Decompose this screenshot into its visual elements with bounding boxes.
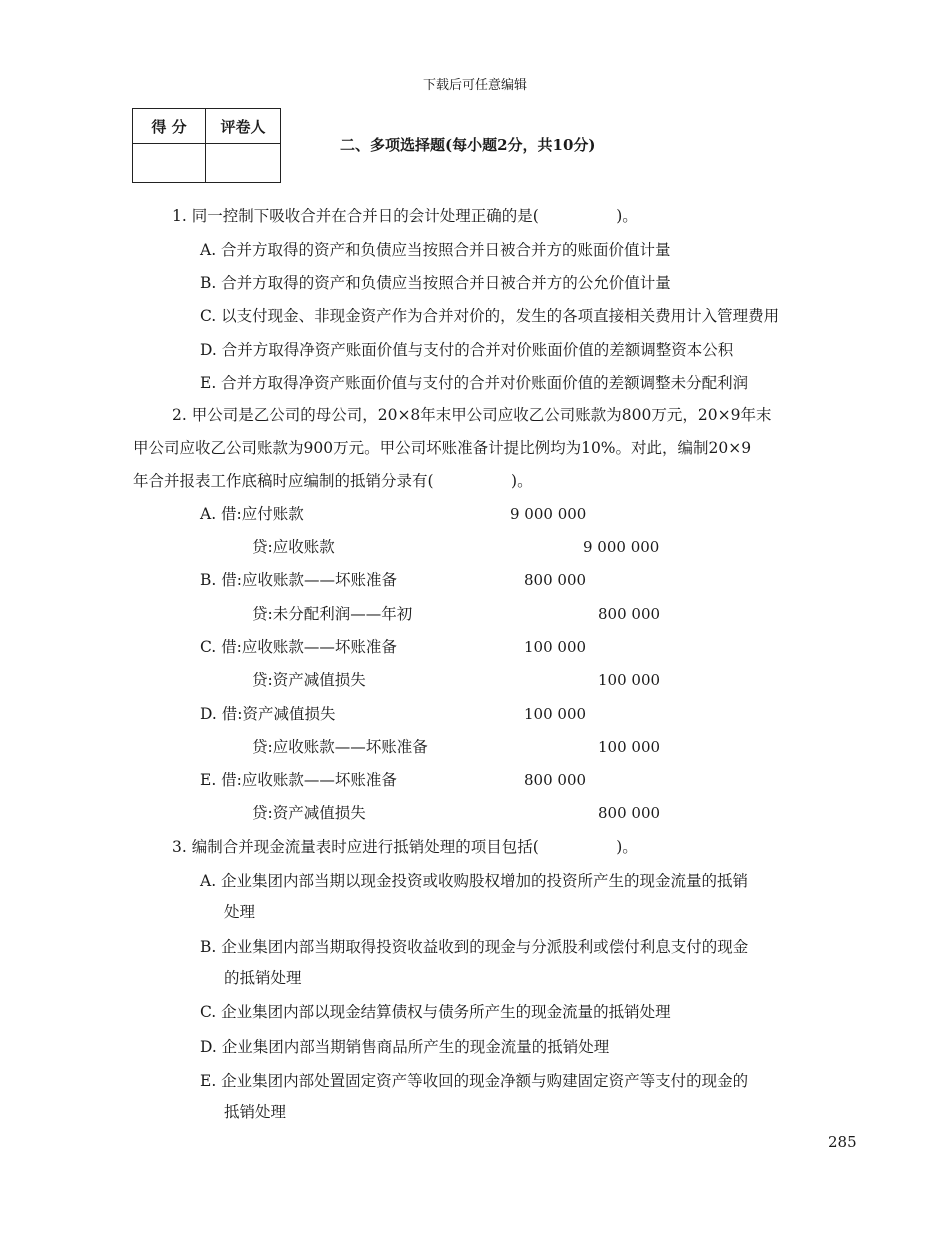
q1-option-a: A. 合并方取得的资产和负债应当按照合并日被合并方的账面价值计量: [200, 241, 671, 259]
q2-entry-c-credit: 贷:资产减值损失: [252, 671, 366, 689]
q2-entry-b-debit: B. 借:应收账款——坏账准备: [200, 571, 397, 589]
q2-entry-c-debit-amount: 100 000: [524, 638, 587, 656]
q2-entry-d-credit-amount: 100 000: [598, 738, 661, 756]
q2-entry-d-credit: 贷:应收账款——坏账准备: [252, 738, 428, 756]
q2-entry-e-credit-amount: 800 000: [598, 804, 661, 822]
q3-option-a-cont: 处理: [224, 903, 256, 921]
q1-option-e: E. 合并方取得净资产账面价值与支付的合并对价账面价值的差额调整未分配利润: [200, 374, 749, 392]
q3-option-e: E. 企业集团内部处置固定资产等收回的现金净额与购建固定资产等支付的现金的: [200, 1072, 749, 1090]
score-cell: [133, 144, 206, 183]
q2-entry-c-debit: C. 借:应收账款——坏账准备: [200, 638, 397, 656]
q2-entry-b-debit-amount: 800 000: [524, 571, 587, 589]
page-number: 285: [828, 1133, 857, 1151]
q2-entry-a-credit-amount: 9 000 000: [583, 538, 660, 556]
q2-entry-c-credit-amount: 100 000: [598, 671, 661, 689]
score-label: 得 分: [133, 109, 206, 144]
q2-entry-a-debit-amount: 9 000 000: [510, 505, 587, 523]
q3-option-c: C. 企业集团内部以现金结算债权与债务所产生的现金流量的抵销处理: [200, 1003, 671, 1021]
q3-option-b: B. 企业集团内部当期取得投资收益收到的现金与分派股利或偿付利息支付的现金: [200, 938, 749, 956]
header-note: 下载后可任意编辑: [422, 78, 527, 93]
q2-entry-b-credit: 贷:未分配利润——年初: [252, 605, 413, 623]
q2-entry-e-debit: E. 借:应收账款——坏账准备: [200, 771, 397, 789]
grader-label: 评卷人: [206, 109, 281, 144]
grader-cell: [206, 144, 281, 183]
q3-option-a: A. 企业集团内部当期以现金投资或收购股权增加的投资所产生的现金流量的抵销: [200, 872, 749, 890]
q1-option-b: B. 合并方取得的资产和负债应当按照合并日被合并方的公允价值计量: [200, 274, 671, 292]
q2-entry-b-credit-amount: 800 000: [598, 605, 661, 623]
q3-option-d: D. 企业集团内部当期销售商品所产生的现金流量的抵销处理: [200, 1038, 610, 1056]
q2-stem-line3: 年合并报表工作底稿时应编制的抵销分录有( )。: [133, 472, 533, 490]
q2-entry-a-credit: 贷:应收账款: [252, 538, 335, 556]
q3-option-e-cont: 抵销处理: [224, 1103, 287, 1121]
q1-stem: 1. 同一控制下吸收合并在合并日的会计处理正确的是( )。: [172, 207, 638, 225]
score-table: [132, 108, 281, 183]
section-title: 二、多项选择题(每小题2分，共10分): [340, 136, 596, 154]
q2-entry-e-debit-amount: 800 000: [524, 771, 587, 789]
q2-entry-d-debit: D. 借:资产减值损失: [200, 705, 336, 723]
q2-entry-e-credit: 贷:资产减值损失: [252, 804, 366, 822]
q3-option-b-cont: 的抵销处理: [224, 969, 302, 987]
q1-option-c: C. 以支付现金、非现金资产作为合并对价的，发生的各项直接相关费用计入管理费用: [200, 307, 780, 325]
q2-entry-a-debit: A. 借:应付账款: [200, 505, 304, 523]
q2-entry-d-debit-amount: 100 000: [524, 705, 587, 723]
q1-option-d: D. 合并方取得净资产账面价值与支付的合并对价账面价值的差额调整资本公积: [200, 341, 734, 359]
q3-stem: 3. 编制合并现金流量表时应进行抵销处理的项目包括( )。: [172, 838, 638, 856]
q2-stem-line1: 2. 甲公司是乙公司的母公司，20×8年末甲公司应收乙公司账款为800万元，20×9年末: [172, 406, 772, 424]
q2-stem-line2: 甲公司应收乙公司账款为900万元。甲公司坏账准备计提比例均为10%。对此，编制20×9: [133, 439, 752, 457]
